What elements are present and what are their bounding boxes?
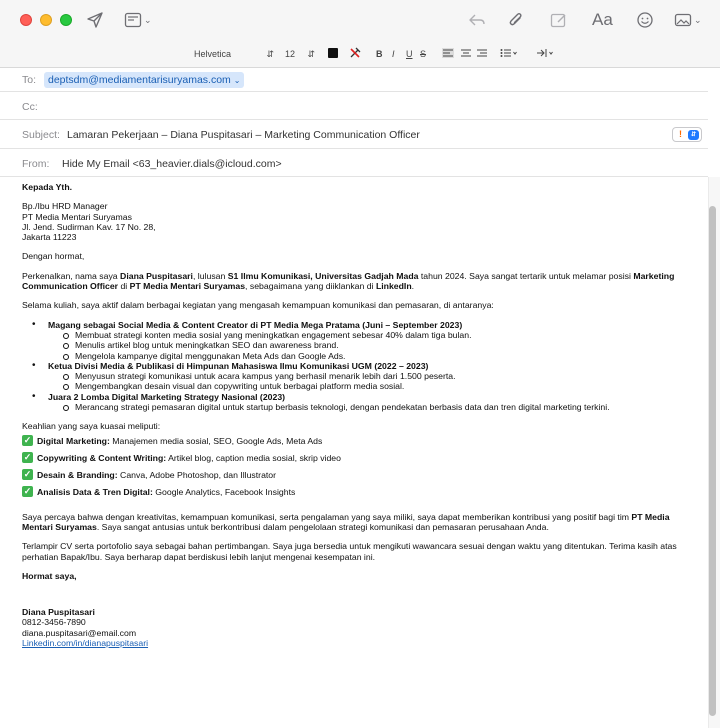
- list-item: • Juara 2 Lomba Digital Marketing Strategy Nasional (2023): [22, 392, 702, 402]
- list-item: Membuat strategi konten media sosial yang meningkatkan engagement sebesar 40% dalam tiga bulan.: [22, 330, 702, 340]
- signature-email: diana.puspitasari@email.com: [22, 627, 137, 638]
- recipient-address: deptsdm@mediamentarisuryamas.com: [48, 74, 231, 86]
- check-icon: ✓: [23, 485, 32, 496]
- font-family-select[interactable]: [166, 48, 274, 60]
- activities-intro: Selama kuliah, saya aktif dalam berbagai kegiatan yang mengasah kemampuan komunikasi dan pemasaran, di antaranya:: [22, 300, 494, 311]
- check-icon: ✓: [23, 434, 32, 445]
- window-toolbar: [0, 0, 720, 40]
- list-item: Menulis artikel blog untuk meningkatkan SEO dan awareness brand.: [22, 340, 702, 350]
- skills-list: [22, 435, 702, 503]
- list-item: Mengelola kampanye digital menggunakan Meta Ads dan Google Ads.: [22, 351, 702, 361]
- list-item: • Ketua Divisi Media & Publikasi di Himpunan Mahasiswa Ilmu Komunikasi UGM (2022 – 2023): [22, 361, 702, 371]
- reply-icon: [468, 12, 486, 28]
- font-family-value: Helvetica: [194, 49, 232, 59]
- underline-button[interactable]: U: [406, 49, 413, 59]
- signature-phone: 0812-3456-7890: [22, 617, 86, 628]
- font-size-value: 12: [285, 49, 296, 59]
- greeting: Kepada Yth.: [22, 182, 73, 192]
- priority-value: !: [679, 129, 682, 139]
- close-window-button[interactable]: [20, 14, 32, 26]
- signature-name: Diana Puspitasari: [22, 607, 95, 618]
- header-fields-button[interactable]: [124, 8, 152, 32]
- list-item: ✓ Desain & Branding: Canva, Adobe Photoshop, dan Illustrator: [23, 468, 277, 480]
- format-bar: [0, 40, 720, 68]
- attach-button[interactable]: [508, 8, 524, 32]
- address-line: Bp./Ibu HRD Manager: [22, 201, 108, 212]
- from-value: Hide My Email <63_heavier.dials@icloud.com>: [62, 158, 282, 170]
- photo-icon: [674, 12, 692, 28]
- cc-label: Cc:: [22, 101, 38, 113]
- list-item: ✓ Analisis Data & Tren Digital: Google Analytics, Facebook Insights: [23, 485, 296, 497]
- recipient-token[interactable]: [44, 72, 244, 88]
- align-right-icon[interactable]: [476, 48, 488, 58]
- address-line: Jakarta 11223: [22, 232, 77, 243]
- reply-button[interactable]: [468, 8, 486, 32]
- message-body[interactable]: [22, 182, 702, 648]
- list-icon[interactable]: [500, 48, 518, 58]
- intro-paragraph: Perkenalkan, nama saya Diana Puspitasari, lulusan S1 Ilmu Komunikasi, Universitas Gadjah Mada tahun 2024. Saya sangat tertarik untuk melamar posisi Marketing Communication Officer di PT Media Mentari Suryamas, sebagaimana yang diiklankan di LinkedIn.: [22, 270, 675, 292]
- scrollbar-thumb[interactable]: [709, 206, 716, 716]
- signature-block: [22, 607, 702, 648]
- text-color-swatch[interactable]: [328, 48, 338, 58]
- subject-field[interactable]: [0, 120, 708, 149]
- stepper-icon: ⇵: [688, 130, 699, 140]
- list-item: Merancang strategi pemasaran digital untuk startup berbasis teknologi, dengan pendekatan berbasis data dan tren digital marketing terkini.: [22, 402, 702, 412]
- to-label: To:: [22, 74, 37, 86]
- address-line: PT Media Mentari Suryamas: [22, 211, 132, 222]
- italic-button[interactable]: I: [392, 49, 395, 59]
- skills-intro: Keahlian yang saya kuasai meliputi:: [22, 421, 161, 432]
- from-field[interactable]: [0, 149, 708, 177]
- align-center-icon[interactable]: [460, 48, 472, 58]
- recipient-address-block: [22, 201, 702, 242]
- priority-select[interactable]: [672, 127, 702, 142]
- subject-label: Subject:: [22, 129, 60, 141]
- stepper-icon: ⇵: [307, 49, 315, 59]
- font-panel-button[interactable]: [592, 8, 613, 32]
- align-left-icon[interactable]: [442, 48, 454, 58]
- list-item: ✓ Copywriting & Content Writing: Artikel blog, caption media sosial, skrip video: [23, 451, 341, 463]
- font-size-select[interactable]: [285, 48, 315, 60]
- send-button[interactable]: [86, 8, 104, 32]
- from-label: From:: [22, 158, 50, 170]
- check-icon: ✓: [23, 451, 32, 462]
- attachment-icon: [508, 11, 524, 29]
- header-fields-icon: [124, 12, 142, 28]
- edit-icon: [550, 12, 568, 28]
- emoji-icon: [636, 11, 654, 29]
- strikethrough-button[interactable]: S: [420, 49, 427, 59]
- photo-browser-button[interactable]: [674, 8, 702, 32]
- list-item: Mengembangkan desain visual dan copywriting untuk berbagai platform media sosial.: [22, 381, 702, 391]
- chevron-down-icon: ⌄: [233, 76, 241, 85]
- highlight-color-icon[interactable]: [349, 47, 361, 59]
- minimize-window-button[interactable]: [40, 14, 52, 26]
- address-line: Jl. Jend. Sudirman Kav. 17 No. 28,: [22, 221, 156, 232]
- cc-field[interactable]: [0, 92, 708, 120]
- stepper-icon: ⇵: [266, 49, 274, 59]
- list-item: • Magang sebagai Social Media & Content Creator di PT Media Mega Pratama (Juni – September 2023): [22, 320, 702, 330]
- to-field[interactable]: [0, 69, 708, 92]
- bold-button[interactable]: B: [376, 49, 383, 59]
- font-panel-icon: Aa: [592, 10, 613, 29]
- activities-list: [22, 320, 702, 413]
- signature-linkedin-link[interactable]: Linkedin.com/in/dianapuspitasari: [22, 638, 149, 649]
- closing-paragraph-2: Terlampir CV serta portofolio saya sebagai bahan pertimbangan. Saya juga bersedia untuk mengikuti wawancara sesuai dengan waktu yang ditentukan. Terima kasih atas perhatian Bapak/Ibu. Saya berharap dapat berdiskusi lebih lanjut mengenai kesempatan ini.: [22, 541, 677, 562]
- check-icon: ✓: [23, 468, 32, 479]
- send-icon: [86, 11, 104, 29]
- chevron-down-icon: ⌄: [694, 14, 702, 25]
- salutation: Dengan hormat,: [22, 251, 85, 262]
- list-item: ✓ Digital Marketing: Manajemen media sosial, SEO, Google Ads, Meta Ads: [23, 434, 323, 446]
- emoji-button[interactable]: [636, 8, 654, 32]
- subject-value: Lamaran Pekerjaan – Diana Puspitasari – Marketing Communication Officer: [67, 129, 420, 141]
- closing-paragraph: Saya percaya bahwa dengan kreativitas, kemampuan komunikasi, serta pengalaman yang saya miliki, saya dapat memberikan kontribusi yang positif bagi tim PT Media Mentari Suryamas. Saya sangat antusias untuk berkontribusi dalam pengelolaan strategi komunikasi dan pemasaran perusahaan Anda.: [22, 511, 670, 532]
- zoom-window-button[interactable]: [60, 14, 72, 26]
- chevron-down-icon: ⌄: [144, 14, 152, 25]
- indent-icon[interactable]: [536, 48, 554, 58]
- list-item: Menyusun strategi komunikasi untuk acara kampus yang berhasil menarik lebih dari 1.500 peserta.: [22, 371, 702, 381]
- markup-button[interactable]: [550, 8, 568, 32]
- signoff: Hormat saya,: [22, 570, 77, 581]
